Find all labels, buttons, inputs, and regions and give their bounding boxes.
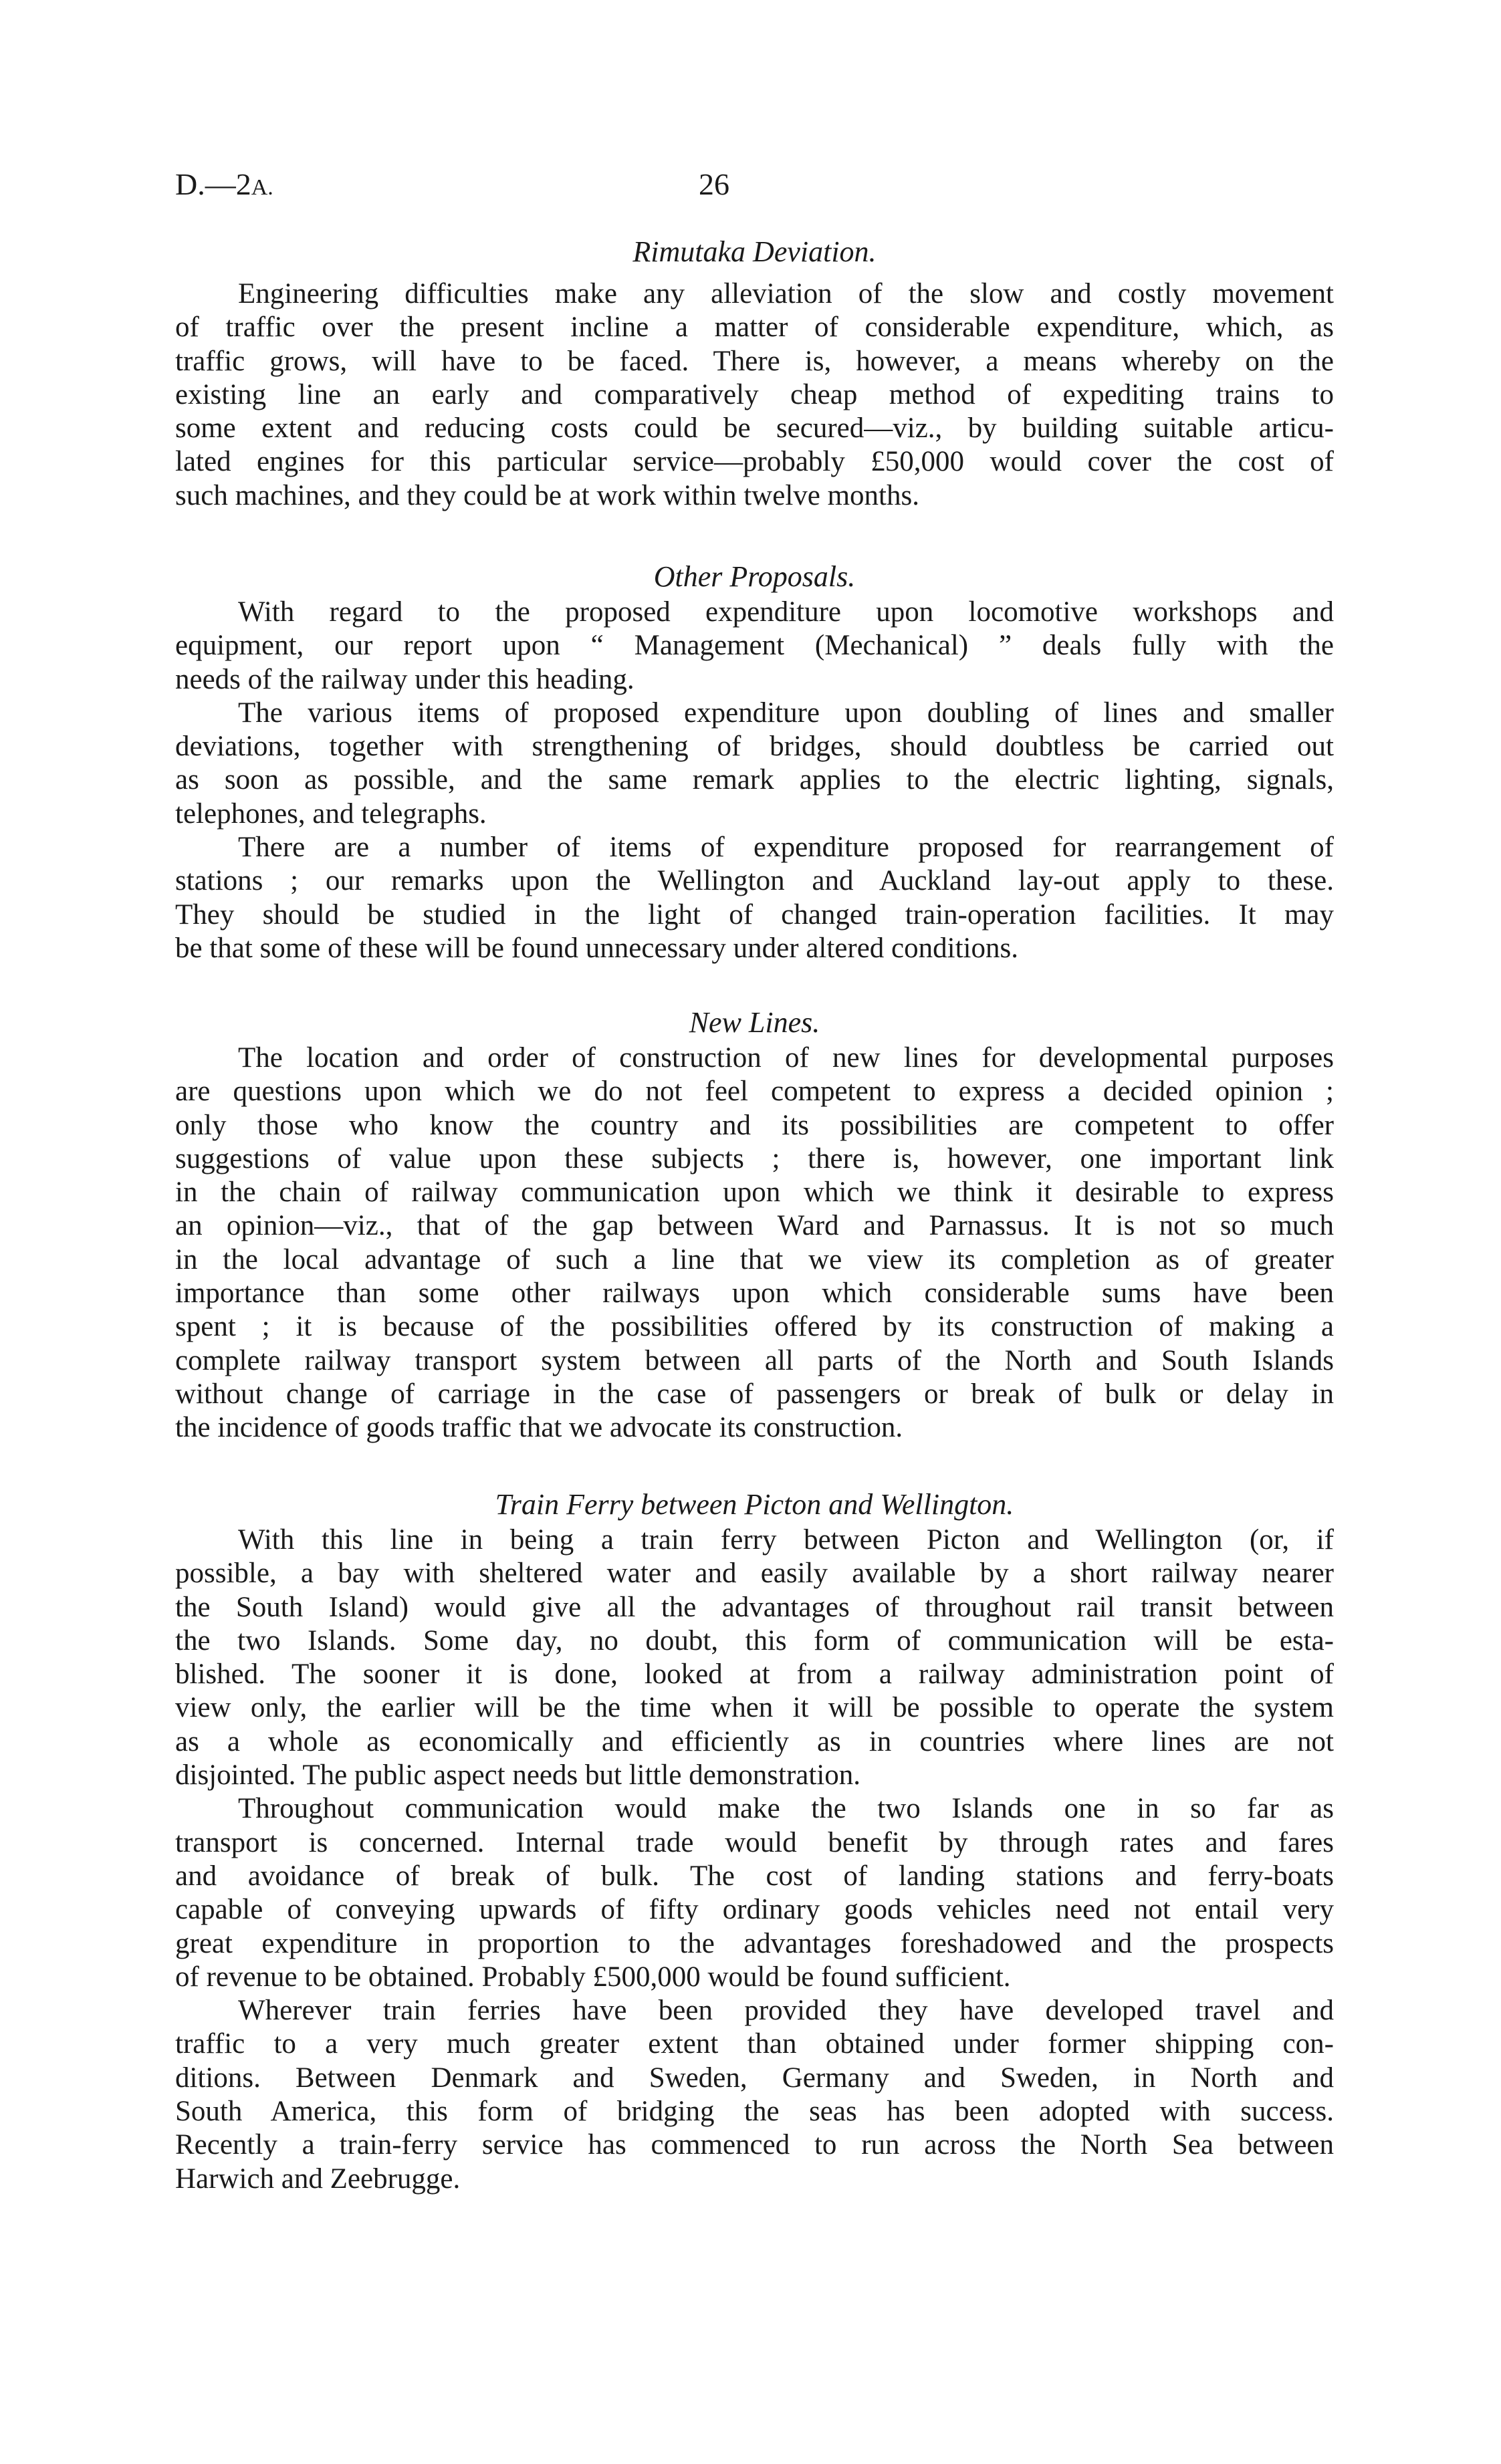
text-line: possible, a bay with sheltered water and easily available by a short railway nearer bbox=[175, 1558, 1334, 1590]
section bbox=[175, 1006, 1334, 1445]
text-line: South America, this form of bridging the seas has been adopted with success. bbox=[175, 2096, 1334, 2128]
text-line: are questions upon which we do not feel competent to express a decided opinion ; bbox=[175, 1076, 1334, 1108]
text-line: such machines, and they could be at work within twelve months. bbox=[175, 479, 919, 511]
text-line: needs of the railway under this heading. bbox=[175, 663, 634, 695]
text-line: They should be studied in the light of changed train-operation facilities. It may bbox=[175, 898, 1334, 931]
text-line: Recently a train-ferry service has commenced to run across the North Sea between bbox=[175, 2129, 1334, 2161]
text-line: lated engines for this particular service—probably £50,000 would cover the cost of bbox=[175, 446, 1334, 478]
section-heading: New Lines. bbox=[689, 1006, 820, 1039]
paragraph bbox=[175, 1994, 1334, 2196]
text-line: in the chain of railway communication upon which we think it desirable to express bbox=[175, 1177, 1334, 1209]
text-line: equipment, our report upon “ Management (Mechanical) ” deals fully with the bbox=[175, 630, 1334, 662]
section bbox=[175, 1488, 1334, 2196]
text-line: disjointed. The public aspect needs but little demonstration. bbox=[175, 1759, 861, 1792]
paragraph bbox=[175, 1041, 1334, 1445]
text-line: spent ; it is because of the possibilities offered by its construction of making a bbox=[175, 1311, 1334, 1343]
text-line: only those who know the country and its possibilities are competent to offer bbox=[175, 1109, 1334, 1141]
text-line: the two Islands. Some day, no doubt, this form of communication will be esta- bbox=[175, 1624, 1334, 1656]
section bbox=[175, 235, 1334, 513]
text-line: as soon as possible, and the same remark applies to the electric lighting, signals, bbox=[175, 764, 1334, 796]
page-number: 26 bbox=[699, 167, 729, 201]
text-line: blished. The sooner it is done, looked at from a railway administration point of bbox=[175, 1658, 1334, 1691]
text-line: complete railway transport system between all parts of the North and South Islands bbox=[175, 1344, 1334, 1376]
section-heading: Train Ferry between Picton and Wellington. bbox=[495, 1488, 1014, 1521]
text-line: traffic to a very much greater extent than obtained under former shipping con- bbox=[175, 2028, 1334, 2060]
paragraph bbox=[175, 596, 1334, 697]
text-line: be that some of these will be found unnecessary under altered conditions. bbox=[175, 932, 1018, 964]
text-line: the incidence of goods traffic that we advocate its construction. bbox=[175, 1412, 903, 1444]
text-line: existing line an early and comparatively cheap method of expediting trains to bbox=[175, 378, 1334, 410]
text-line: some extent and reducing costs could be secured—viz., by building suitable articu- bbox=[175, 412, 1334, 445]
paragraph bbox=[175, 697, 1334, 831]
text-line: telephones, and telegraphs. bbox=[175, 797, 487, 830]
document-reference-suffix: A. bbox=[251, 175, 273, 200]
text-line: deviations, together with strengthening of bridges, should doubtless be carried out bbox=[175, 731, 1334, 763]
text-line: and avoidance of break of bulk. The cost of landing stations and ferry-boats bbox=[175, 1860, 1334, 1892]
text-line: as a whole as economically and efficiently as in countries where lines are not bbox=[175, 1725, 1334, 1757]
text-line: of revenue to be obtained. Probably £500,000 would be found sufficient. bbox=[175, 1961, 1011, 1993]
text-line: With this line in being a train ferry between Picton and Wellington (or, if bbox=[238, 1524, 1334, 1556]
paragraph bbox=[175, 1792, 1334, 1994]
text-line: suggestions of value upon these subjects ; there is, however, one important link bbox=[175, 1142, 1334, 1175]
text-line: Harwich and Zeebrugge. bbox=[175, 2163, 461, 2195]
text-line: capable of conveying upwards of fifty ordinary goods vehicles need not entail very bbox=[175, 1894, 1334, 1926]
paragraph bbox=[175, 1523, 1334, 1792]
text-line: The various items of proposed expenditure upon doubling of lines and smaller bbox=[238, 697, 1334, 729]
text-line: Engineering difficulties make any alleviation of the slow and costly movement bbox=[238, 278, 1334, 310]
text-line: transport is concerned. Internal trade would benefit by through rates and fares bbox=[175, 1826, 1334, 1858]
document-reference bbox=[175, 166, 273, 207]
text-line: With regard to the proposed expenditure upon locomotive workshops and bbox=[238, 596, 1334, 628]
text-line: without change of carriage in the case of passengers or break of bulk or delay in bbox=[175, 1378, 1334, 1410]
paragraph bbox=[175, 277, 1334, 513]
section-heading: Rimutaka Deviation. bbox=[632, 235, 877, 268]
text-line: The location and order of construction of new lines for developmental purposes bbox=[238, 1042, 1334, 1074]
text-line: great expenditure in proportion to the advantages foreshadowed and the prospects bbox=[175, 1927, 1334, 1959]
paragraph bbox=[175, 831, 1334, 965]
text-line: an opinion—viz., that of the gap between Ward and Parnassus. It is not so much bbox=[175, 1210, 1334, 1242]
text-line: importance than some other railways upon which considerable sums have been bbox=[175, 1277, 1334, 1310]
text-line: traffic grows, will have to be faced. There is, however, a means whereby on the bbox=[175, 345, 1334, 377]
text-line: There are a number of items of expenditure proposed for rearrangement of bbox=[238, 832, 1334, 864]
text-line: ditions. Between Denmark and Sweden, Germany and Sweden, in North and bbox=[175, 2062, 1334, 2094]
document-reference-main: D.—2 bbox=[175, 167, 251, 201]
text-line: view only, the earlier will be the time when it will be possible to operate the system bbox=[175, 1692, 1334, 1724]
section-heading: Other Proposals. bbox=[653, 560, 856, 593]
text-line: in the local advantage of such a line that we view its completion as of greater bbox=[175, 1243, 1334, 1275]
text-line: of traffic over the present incline a matter of considerable expenditure, which, as bbox=[175, 312, 1334, 344]
text-line: the South Island) would give all the advantages of throughout rail transit between bbox=[175, 1591, 1334, 1623]
section bbox=[175, 560, 1334, 965]
text-line: Wherever train ferries have been provided they have developed travel and bbox=[238, 1995, 1334, 2027]
text-line: Throughout communication would make the two Islands one in so far as bbox=[238, 1793, 1334, 1825]
text-line: stations ; our remarks upon the Wellington and Auckland lay-out apply to these. bbox=[175, 865, 1334, 897]
